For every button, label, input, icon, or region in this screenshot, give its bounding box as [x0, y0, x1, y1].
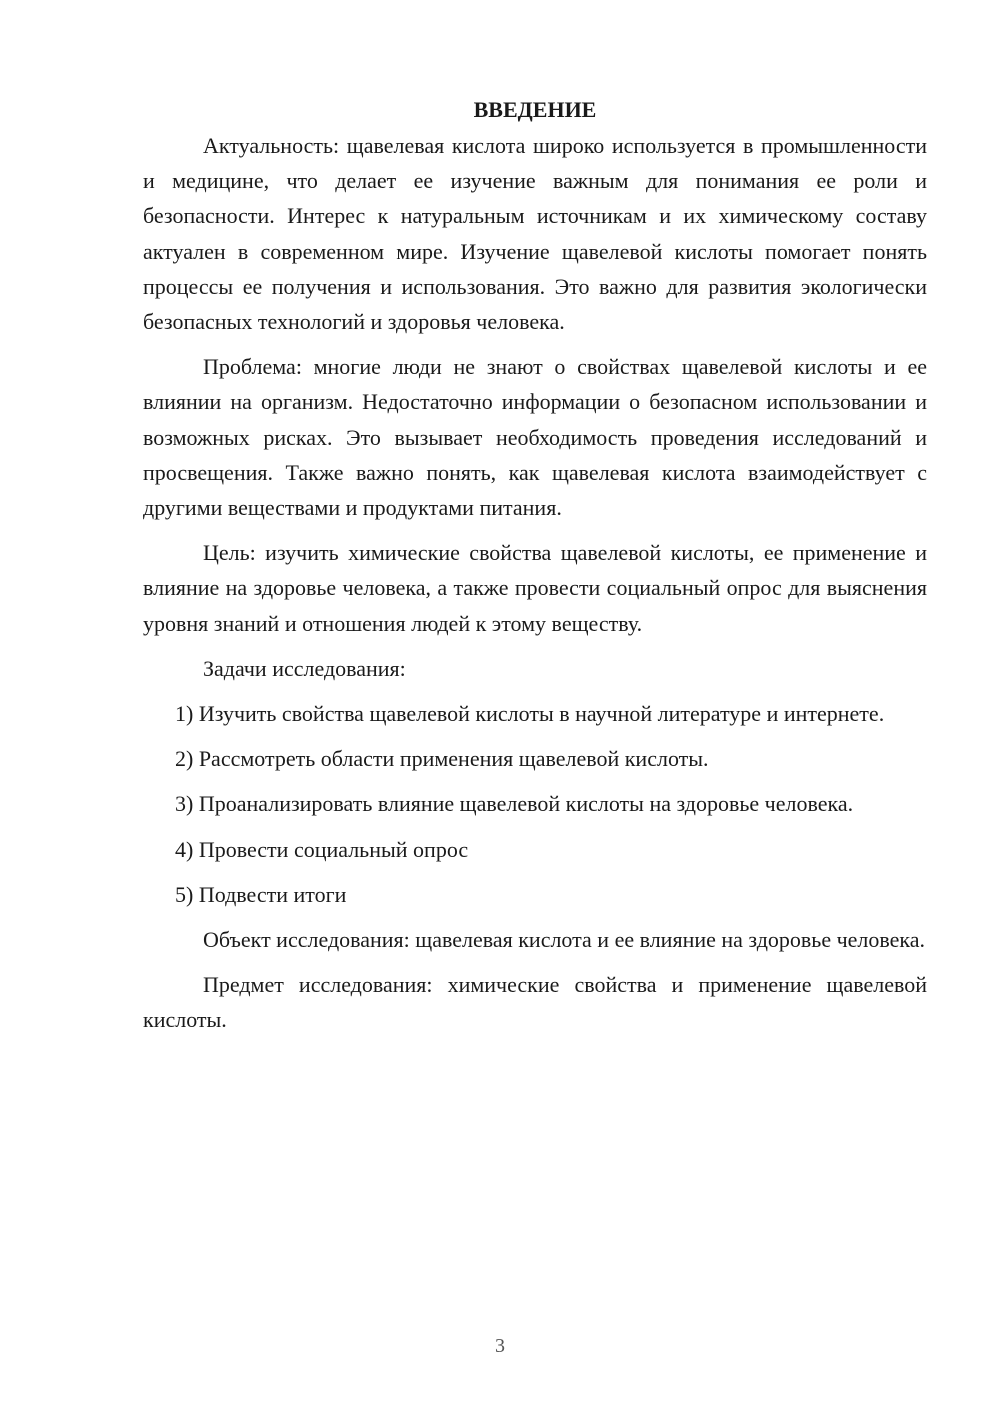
paragraph-problem: Проблема: многие люди не знают о свойствах щавелевой кислоты и ее влиянии на организм. Недостаточно информации о безопасном использовании и возможных рисках. Это вызывает необходимость проведения исследований и просвещения. Также важно понять, как щавелевая кислота взаимодействует с другими веществами и продуктами питания. — [143, 354, 927, 521]
paragraph-object: Объект исследования: щавелевая кислота и ее влияние на здоровье человека. — [203, 927, 926, 953]
paragraph-tasks-heading: Задачи исследования: — [203, 655, 406, 681]
document-page — [143, 92, 927, 1048]
section-title: ВВЕДЕНИЕ — [473, 97, 597, 122]
task-list-item: 3) Проанализировать влияние щавелевой кислоты на здоровье человека. — [175, 791, 854, 817]
page-number: 3 — [495, 1335, 505, 1357]
paragraph-subject: Предмет исследования: химические свойства и применение щавелевой кислоты. — [143, 972, 927, 1033]
task-list-item: 2) Рассмотреть области применения щавелевой кислоты. — [175, 746, 709, 772]
task-list-item: 4) Провести социальный опрос — [175, 836, 469, 862]
paragraph-relevance: Актуальность: щавелевая кислота широко используется в промышленности и медицине, что делает ее изучение важным для понимания ее роли и безопасности. Интерес к натуральным источникам и их химическому составу актуален в современном мире. Изучение щавелевой кислоты помогает понять процессы ее получения и использования. Это важно для развития экологически безопасных технологий и здоровья человека. — [143, 133, 927, 335]
paragraph-goal: Цель: изучить химические свойства щавелевой кислоты, ее применение и влияние на здоровье человека, а также провести социальный опрос для выяснения уровня знаний и отношения людей к этому веществу. — [143, 540, 927, 636]
task-list-item: 5) Подвести итоги — [175, 881, 347, 907]
task-list-item: 1) Изучить свойства щавелевой кислоты в научной литературе и интернете. — [175, 701, 885, 727]
